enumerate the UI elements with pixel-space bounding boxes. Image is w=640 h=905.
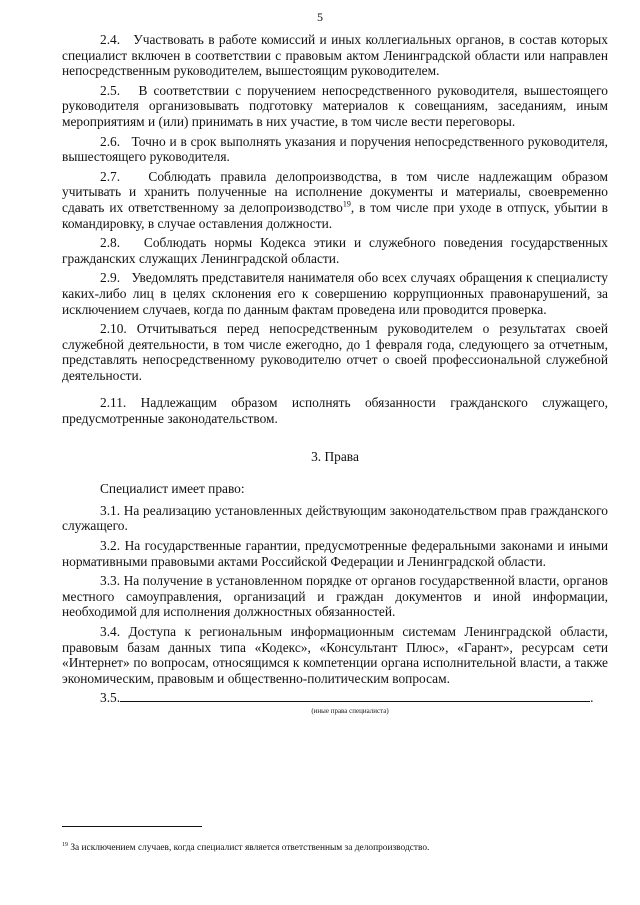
item-text: На получение в установленном порядке от органов государственной власти, органов местного самоуправления, организаций и граждан документов и иной информации, необходимой для исполнения должностных обязанностей. — [62, 573, 608, 620]
list-item — [62, 32, 608, 79]
list-item — [62, 624, 608, 686]
item-number: 2.11. — [100, 395, 127, 411]
list-item — [62, 134, 608, 165]
item-number: 2.7. — [100, 168, 121, 184]
item-text: Соблюдать правила делопроизводства, в том числе надлежащим образом учитывать и хранить полученные на исполнение документы и материалы, своевременно сдавать их ответственному за делопроизводство — [62, 168, 608, 215]
item-number: 3.2. — [100, 538, 121, 554]
footnote-divider — [62, 826, 202, 827]
item-number: 3.5. — [100, 690, 121, 706]
item-text-continued: , в том числе при уходе в отпуск, убытии в командировку, в случае оставления должности. — [62, 199, 608, 231]
list-item — [62, 321, 608, 383]
item-number: 3.3. — [100, 573, 121, 589]
footnote — [62, 843, 608, 854]
item-number: 2.9. — [100, 270, 121, 286]
item-text: Участвовать в работе комиссий и иных коллегиальных органов, в состав которых специалист включен в соответствии с правовым актом Ленинградской области или направлен непосредственным руководителем, вышестоящим руководителем. — [62, 32, 608, 79]
item-number: 2.5. — [100, 82, 121, 98]
item-text: Точно и в срок выполнять указания и поручения непосредственного руководителя, вышестоящего руководителя. — [62, 133, 608, 165]
list-item — [62, 503, 608, 534]
blank-list-item — [62, 690, 608, 706]
item-number: 2.6. — [100, 133, 121, 149]
list-item — [62, 395, 608, 426]
section-heading-rights: 3. Права — [311, 448, 359, 464]
item-number: 3.4. — [100, 624, 121, 639]
item-text: На реализацию установленных действующим законодательством прав гражданского служащего. — [62, 502, 608, 534]
list-item — [62, 573, 608, 620]
item-number: 2.10. — [100, 321, 127, 337]
item-number: 2.8. — [100, 235, 121, 251]
section-intro: Специалист имеет право: — [100, 481, 245, 497]
item-end-punctuation: . — [590, 690, 594, 706]
list-item — [62, 270, 608, 317]
item-text: На государственные гарантии, предусмотренные федеральными законами и иными нормативными правовыми актами Российской Федерации и Ленинградской области. — [62, 538, 608, 569]
document-body — [62, 32, 608, 715]
item-text: Отчитываться перед непосредственным руководителем о результатах своей служебной деятельности, в том числе ежегодно, до 1 февраля года, следующего за отчетным, представлять непосредственному руководителю отчет о своей профессиональной служебной деятельности. — [62, 321, 608, 383]
footnote-text: За исключением случаев, когда специалист является ответственным за делопроизводство. — [70, 843, 430, 853]
list-item — [62, 169, 608, 231]
item-number: 3.1. — [100, 502, 121, 518]
item-text: Соблюдать нормы Кодекса этики и служебного поведения государственных гражданских служащих Ленинградской области. — [62, 235, 608, 266]
item-text: Доступа к региональным информационным системам Ленинградской области, правовым базам данных типа «Кодекс», «Консультант Плюс», «Гарант», ресурсам сети «Интернет» по вопросам, относящимся к компетенции органа исполнительной власти, а также экономическим, правовым и общественно-политическим вопросам. — [62, 624, 608, 686]
item-text: Надлежащим образом исполнять обязанности гражданского служащего, предусмотренные законодательством. — [62, 395, 608, 427]
footnote-number: 19 — [62, 841, 68, 848]
item-number: 2.4. — [100, 32, 121, 47]
fill-in-line — [120, 690, 590, 702]
list-item — [62, 83, 608, 130]
item-text: В соответствии с поручением непосредственного руководителя, вышестоящего руководителя организовывать подготовку материалов к совещаниям, заседаниям, иным мероприятиям и (или) принимать в них участие, в том числе вести переговоры. — [62, 82, 608, 129]
list-item — [62, 235, 608, 266]
item-text: Уведомлять представителя нанимателя обо всех случаях обращения к специалисту каких-либо лиц в целях склонения его к совершению коррупционных правонарушений, за исключением случаев, когда по данным фактам проведена или проводится проверка. — [62, 270, 608, 317]
list-item — [62, 538, 608, 569]
footnote-reference: 19 — [342, 199, 351, 209]
page-number: 5 — [317, 10, 323, 24]
fill-in-caption: (иные права специалиста) — [311, 706, 389, 715]
